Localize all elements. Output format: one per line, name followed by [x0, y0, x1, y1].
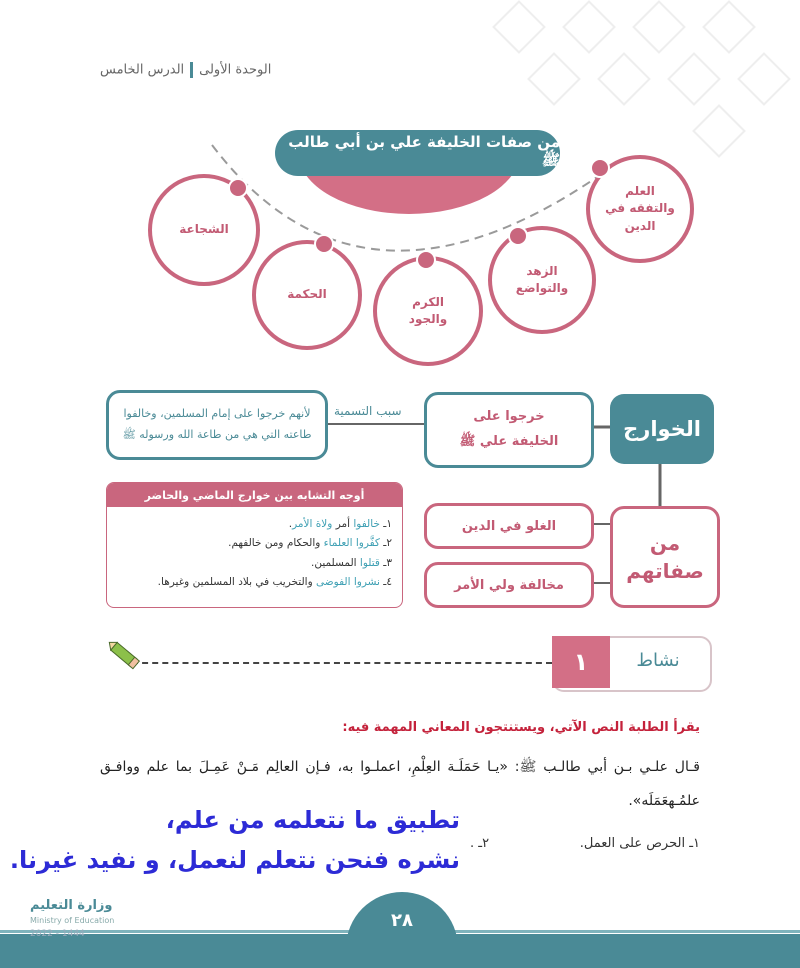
dashed-rule	[132, 662, 552, 664]
trait-wisdom: الحكمة	[252, 240, 362, 350]
edition-year: 2022 - 1444	[30, 929, 85, 939]
answer-1: ١ـ الحرص على العمل.	[579, 836, 700, 851]
reason-label: سبب التسمية	[334, 404, 402, 418]
traits-title: من صفات الخليفة علي بن أبي طالب ﷺ	[275, 130, 560, 176]
ministry-logo: وزارة التعليم	[30, 898, 113, 913]
khawarij-trait-disobedience: مخالفة ولي الأمر	[424, 562, 594, 608]
quote-paragraph: قـال علـي بـن أبي طالـب ﷺ: «يـا حَمَلَـة العِلْمِ، اعملـوا به، فـإن العالِم مَـنْ عَمِـلَ بما علم ووافـق علمُـهعَمَلَه».	[100, 759, 700, 810]
reason-box: لأنهم خرجوا على إمام المسلمين، وخالفوا طاعته التي هي من طاعة الله ورسوله ﷺ	[106, 390, 328, 460]
handwritten-answer-line1: تطبيق ما نتعلمه من علم،	[165, 806, 460, 834]
similarities-title: أوجه التشابه بين خوارج الماضي والحاضر	[107, 483, 402, 507]
khawarij-title: الخوارج	[610, 394, 714, 464]
lesson-label: الدرس الخامس	[100, 62, 185, 78]
ministry-english: Ministry of Education	[30, 916, 115, 925]
trait-generosity: الكرم والجود	[373, 256, 483, 366]
similarities-box	[106, 482, 403, 608]
trait-courage: الشجاعة	[148, 174, 260, 286]
answer-2: ٢ـ .	[470, 836, 490, 851]
list-item: ١ـ خالفوا أمر ولاة الأمر.	[288, 518, 392, 530]
khuruj-box: خرجوا على الخليفة علي ﷺ	[424, 392, 594, 468]
list-item: ٢ـ كفَّروا العلماء والحكام ومن خالفهم.	[228, 537, 392, 550]
trait-knowledge: العلم والتفقه في الدين	[586, 155, 694, 263]
handwritten-answer-line2: نشره فنحن نتعلم لنعمل، و نفيد غيرنا.	[9, 846, 460, 874]
activity-number: ١	[552, 636, 610, 688]
traits-of-khawarij-title: من صفاتهم	[610, 506, 720, 608]
unit-label: الوحدة الأولى	[199, 62, 272, 78]
page-number: ٢٨	[346, 892, 458, 948]
similarities-list	[117, 515, 392, 593]
list-item: ٣ـ قتلوا المسلمين.	[310, 556, 392, 569]
list-item: ٤ـ نشروا الفوضى والتخريب في بلاد المسلمين وغيرها.	[157, 576, 392, 589]
pencil-icon	[104, 638, 144, 674]
trait-asceticism: الزهد والتواضع	[488, 226, 596, 334]
activity-label: نشاط	[636, 650, 680, 671]
activity-instruction: يقرأ الطلبة النص الآتي، ويستنتجون المعاني المهمة فيه:	[342, 720, 700, 735]
khawarij-trait-extremism: الغلو في الدين	[424, 503, 594, 549]
